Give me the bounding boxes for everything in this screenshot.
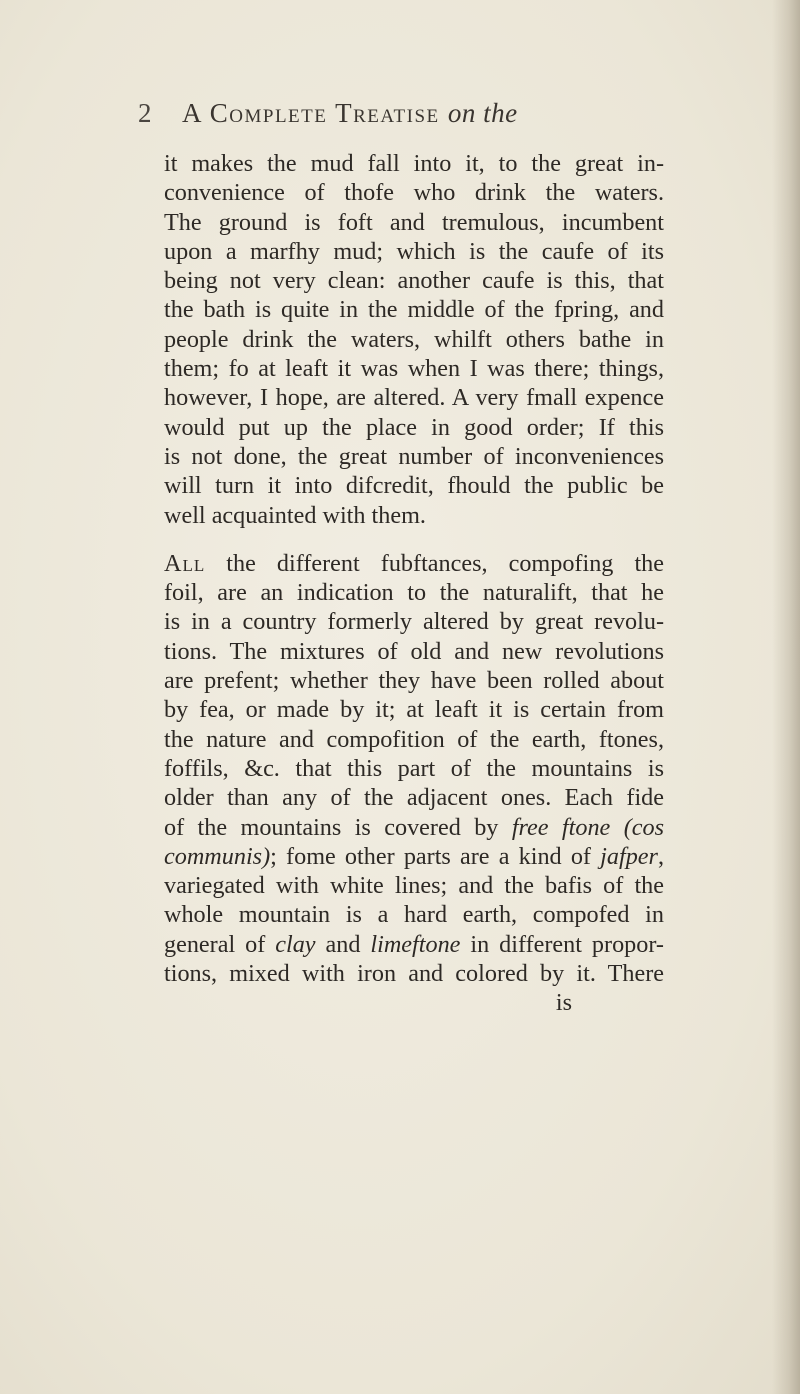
text-line: The ground is foft and tremulous, incumbent <box>164 208 664 236</box>
text-run: general of <box>164 930 276 958</box>
paragraph-1 <box>164 149 664 530</box>
running-head-suffix: on the <box>447 98 518 128</box>
text-line <box>164 930 664 959</box>
paragraph-gap <box>164 530 664 549</box>
page-number: 2 <box>138 98 152 128</box>
text-line: is in a country formerly altered by great revolu- <box>164 608 664 636</box>
text-line: would put up the place in good order; If this <box>164 413 664 441</box>
running-head <box>182 93 518 133</box>
text-run: in different propor- <box>460 930 664 958</box>
text-line: foil, are an indication to the naturalift, that he <box>164 579 664 607</box>
catchword: is <box>555 989 572 1017</box>
text-line: variegated with white lines; and the bafis of the <box>164 872 664 900</box>
text-line <box>164 549 664 578</box>
text-line: them; fo at leaft it was when I was there; things, <box>164 355 664 383</box>
text-line: upon a marfhy mud; which is the caufe of its <box>164 237 664 265</box>
text-line <box>164 842 664 871</box>
text-run: and <box>315 930 371 958</box>
text-line: being not very clean: another caufe is this, that <box>164 267 664 295</box>
paragraph-2 <box>164 549 664 988</box>
paragraph-opening-word: All <box>164 549 206 577</box>
italic-term: clay <box>275 930 316 958</box>
text-line: tions. The mixtures of old and new revolutions <box>164 637 664 665</box>
running-head-title: A Complete Treatise <box>182 98 440 128</box>
text-line: foffils, &c. that this part of the mountains is <box>164 754 664 782</box>
italic-term: communis) <box>164 842 271 870</box>
text-line: older than any of the adjacent ones. Each fide <box>164 784 664 812</box>
text-line: the bath is quite in the middle of the fpring, and <box>164 296 664 324</box>
text-run: of the mountains is covered by <box>164 813 512 841</box>
text-line: is not done, the great number of inconveniences <box>164 442 664 470</box>
text-line: people drink the waters, whilft others bathe in <box>164 325 664 353</box>
text-run: ; fome other parts are a kind of <box>270 842 601 870</box>
page-header <box>0 93 800 133</box>
text-line: whole mountain is a hard earth, compofed in <box>164 901 664 929</box>
italic-term: jafper <box>600 842 658 870</box>
text-line: will turn it into difcredit, fhould the public be <box>164 472 664 500</box>
text-line: the nature and compofition of the earth, ftones, <box>164 725 664 753</box>
text-line: tions, mixed with iron and colored by it. There <box>164 960 664 988</box>
page-edge-shadow <box>772 0 800 1394</box>
text-line: by fea, or made by it; at leaft it is certain from <box>164 696 664 724</box>
italic-term: limeftone <box>370 930 461 958</box>
text-line: it makes the mud fall into it, to the great in- <box>164 150 664 177</box>
text-run: the different fubftances, compofing the <box>205 549 664 577</box>
italic-term: free ftone (cos <box>511 813 664 841</box>
text-line: are prefent; whether they have been rolled about <box>164 667 664 695</box>
text-run: , <box>657 842 664 870</box>
text-line <box>164 813 664 842</box>
text-line: convenience of thofe who drink the waters. <box>164 179 664 207</box>
text-line: however, I hope, are altered. A very fmall expence <box>164 384 664 412</box>
body-text <box>164 149 664 1018</box>
text-line: well acquainted with them. <box>164 501 426 529</box>
